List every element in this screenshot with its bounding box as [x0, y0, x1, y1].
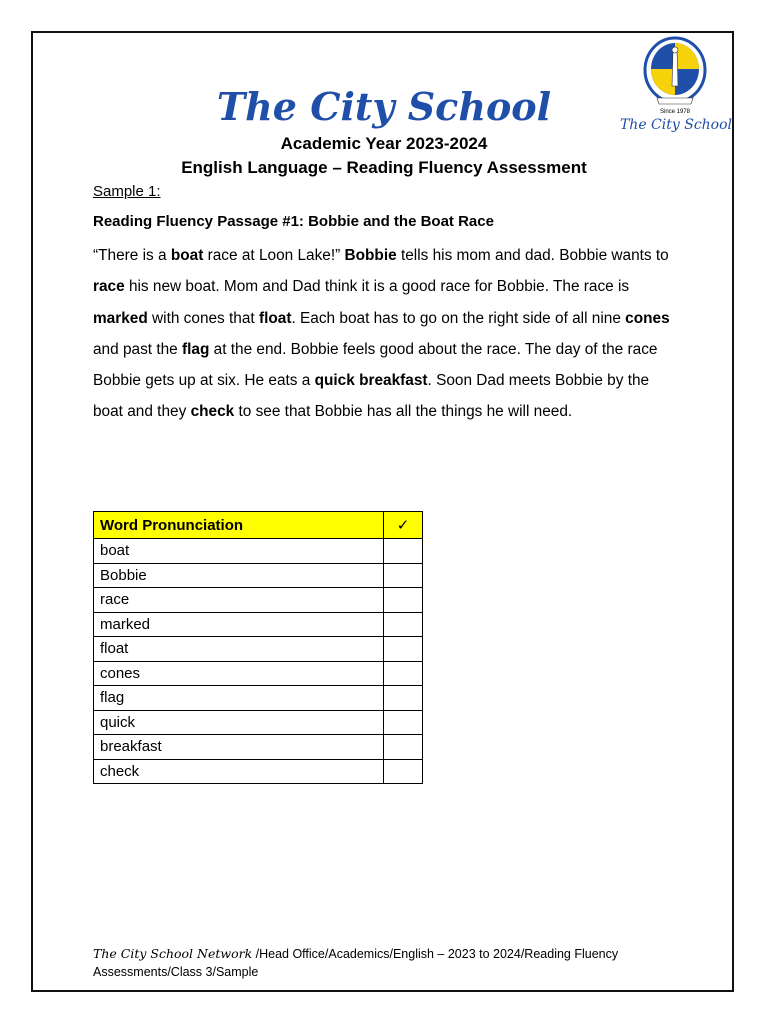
- word-pronunciation-table: [93, 511, 423, 784]
- passage-text: [93, 240, 683, 428]
- passage-bold-word: check: [190, 403, 235, 421]
- passage-bold-word: Bobbie: [344, 247, 397, 264]
- word-cell: boat: [94, 539, 384, 564]
- table-row: [94, 759, 423, 784]
- word-cell: breakfast: [94, 735, 384, 760]
- table-row: [94, 661, 423, 686]
- passage-bold-word: marked: [93, 309, 148, 327]
- passage-bold-word: float: [258, 309, 292, 327]
- table-row: [94, 735, 423, 760]
- check-cell[interactable]: [384, 710, 423, 735]
- school-title: The City School: [216, 84, 552, 129]
- passage-text-run: his new boat. Mom and Dad think it is a good race for Bobbie. The race is: [124, 278, 630, 296]
- word-cell: float: [94, 637, 384, 662]
- table-header-word: Word Pronunciation: [94, 512, 384, 539]
- table-row: [94, 612, 423, 637]
- footer: [93, 945, 693, 981]
- check-cell[interactable]: [384, 588, 423, 613]
- passage-bold-word: quick breakfast: [314, 372, 428, 390]
- school-crest-logo: [643, 36, 707, 118]
- check-cell[interactable]: [384, 735, 423, 760]
- academic-year: Academic Year 2023-2024: [280, 134, 488, 153]
- passage-text-run: to see that Bobbie has all the things he will need.: [234, 403, 573, 421]
- table-row: [94, 637, 423, 662]
- check-cell[interactable]: [384, 563, 423, 588]
- footer-network: The City School Network: [93, 946, 253, 961]
- passage-title: Reading Fluency Passage #1: Bobbie and the Boat Race: [93, 213, 494, 230]
- passage-text-run: race at Loon Lake!”: [203, 247, 345, 264]
- passage-text-run: with cones that: [147, 309, 259, 327]
- word-cell: cones: [94, 661, 384, 686]
- passage-bold-word: flag: [182, 340, 210, 358]
- word-cell: race: [94, 588, 384, 613]
- logo-since-text: Since 1978: [659, 109, 691, 115]
- word-cell: marked: [94, 612, 384, 637]
- check-cell[interactable]: [384, 686, 423, 711]
- word-cell: check: [94, 759, 384, 784]
- table-header-check: ✓: [384, 512, 423, 539]
- word-cell: quick: [94, 710, 384, 735]
- footer-path: /Head Office/Academics/English – 2023 to 2024/Reading Fluency Assessments/Class 3/Sample: [93, 947, 619, 979]
- table-row: [94, 563, 423, 588]
- passage-text-run: “There is a: [93, 247, 171, 264]
- table-header-row: [94, 512, 423, 539]
- passage-bold-word: boat: [170, 247, 204, 264]
- passage-text-run: . Each boat has to go on the right side of all nine: [291, 309, 626, 327]
- passage-bold-word: cones: [625, 309, 670, 327]
- passage-text-run: and past the: [93, 340, 182, 358]
- table-row: [94, 686, 423, 711]
- check-cell[interactable]: [384, 539, 423, 564]
- check-cell[interactable]: [384, 612, 423, 637]
- check-cell[interactable]: [384, 637, 423, 662]
- table-row: [94, 588, 423, 613]
- passage-text-run: tells his mom and dad. Bobbie wants to: [396, 247, 669, 264]
- passage-text-run: . Soon Dad meets Bobbie by the boat and they: [93, 372, 650, 421]
- passage-bold-word: race: [93, 278, 125, 296]
- sample-label: Sample 1:: [93, 183, 161, 200]
- table-row: [94, 710, 423, 735]
- word-cell: flag: [94, 686, 384, 711]
- table-row: [94, 539, 423, 564]
- passage-text-run: at the end. Bobbie feels good about the race. The day of the race Bobbie gets up at six. He eats a: [93, 340, 658, 390]
- word-cell: Bobbie: [94, 563, 384, 588]
- check-cell[interactable]: [384, 661, 423, 686]
- logo-caption: The City School: [619, 117, 733, 133]
- check-cell[interactable]: [384, 759, 423, 784]
- assessment-title: English Language – Reading Fluency Assessment: [181, 158, 587, 177]
